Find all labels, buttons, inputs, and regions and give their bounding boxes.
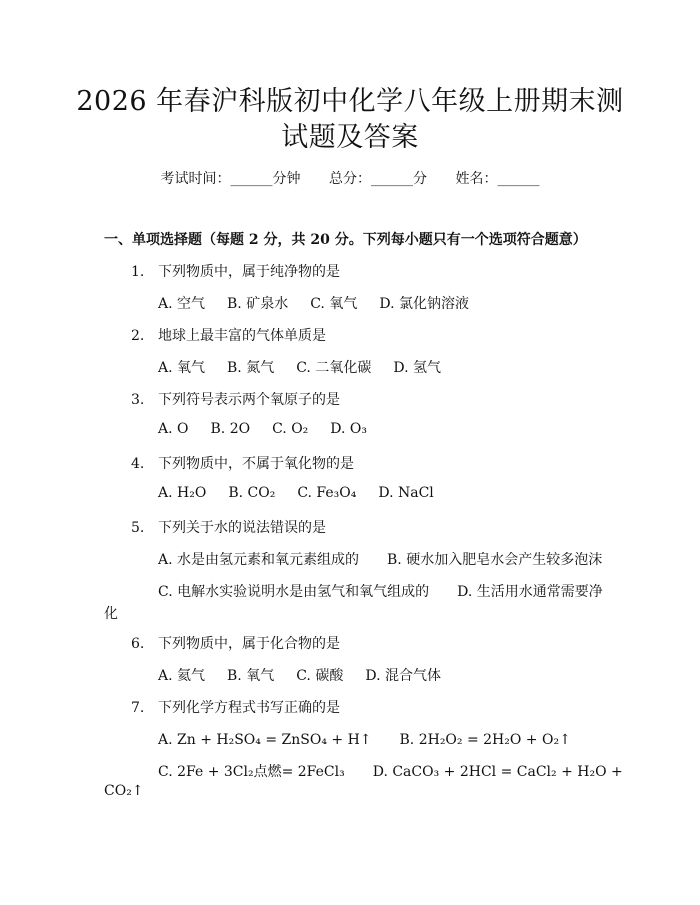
option-c: C. Fe₃O₄ <box>297 485 357 501</box>
total-score-field: 总分：______分 <box>329 171 427 187</box>
option-c: C. O₂ <box>272 421 309 437</box>
question-7-options-line3: CO₂↑ <box>104 783 144 799</box>
question-stem: 下列物质中，不属于氧化物的是 <box>158 456 354 472</box>
option-a: A. 氧气 <box>158 360 206 376</box>
option-a: A. O <box>158 421 189 437</box>
option-d: D. 氯化钠溶液 <box>379 296 469 312</box>
option-c: C. 碳酸 <box>296 668 344 684</box>
option-d: D. NaCl <box>378 485 434 501</box>
student-name-field: 姓名：______ <box>455 171 540 187</box>
question-stem: 下列物质中，属于化合物的是 <box>158 636 340 652</box>
option-d: D. 混合气体 <box>365 668 441 684</box>
question-2-options <box>158 357 463 377</box>
question-stem: 下列物质中，属于纯净物的是 <box>158 264 340 280</box>
question-stem: 下列关于水的说法错误的是 <box>158 520 326 536</box>
question-3-options <box>158 421 389 437</box>
question-6-options <box>158 665 463 685</box>
question-number: 5. <box>131 520 145 536</box>
option-b: B. 2O <box>210 421 251 437</box>
question-1 <box>131 261 340 281</box>
question-stem: 下列符号表示两个氧原子的是 <box>158 392 340 408</box>
question-7-options-line1: A. Zn + H₂SO₄ = ZnSO₄ + H↑ B. 2H₂O₂ = 2H₂O + O₂↑ <box>158 732 571 748</box>
question-5-options-line1: A. 水是由氢元素和氧元素组成的 B. 硬水加入肥皂水会产生较多泡沫 <box>158 552 603 568</box>
document-title-line1: 2026 年春沪科版初中化学八年级上册期末测 <box>76 86 624 117</box>
option-b: B. CO₂ <box>228 485 276 501</box>
question-5-options-line2: C. 电解水实验说明水是由氢气和氧气组成的 D. 生活用水通常需要净 <box>158 584 603 600</box>
option-c: C. 二氧化碳 <box>296 360 372 376</box>
question-number: 1. <box>131 264 145 280</box>
question-4 <box>131 453 354 473</box>
question-number: 6. <box>131 636 145 652</box>
option-a: A. 空气 <box>158 296 206 312</box>
option-a: A. H₂O <box>158 485 207 501</box>
exam-time-field: 考试时间：______分钟 <box>160 171 301 187</box>
question-2 <box>131 325 326 345</box>
question-number: 3. <box>131 392 145 408</box>
question-6 <box>131 633 340 653</box>
question-5 <box>131 517 326 537</box>
document-title-line2: 试题及答案 <box>281 122 419 153</box>
question-5-options-line3: 化 <box>104 606 118 622</box>
question-number: 4. <box>131 456 145 472</box>
question-3 <box>131 389 340 409</box>
question-4-options <box>158 485 456 501</box>
exam-meta <box>0 168 700 188</box>
option-a: A. 氦气 <box>158 668 206 684</box>
option-b: B. 矿泉水 <box>227 296 289 312</box>
option-d: D. 氢气 <box>393 360 441 376</box>
option-b: B. 氧气 <box>227 668 275 684</box>
question-7-options-line2: C. 2Fe + 3Cl₂点燃= 2FeCl₃ D. CaCO₃ + 2HCl = CaCl₂ + H₂O + <box>158 764 623 780</box>
question-stem: 地球上最丰富的气体单质是 <box>158 328 326 344</box>
question-number: 7. <box>131 700 145 716</box>
question-7 <box>131 697 340 717</box>
option-b: B. 氮气 <box>227 360 275 376</box>
question-1-options <box>158 293 491 313</box>
option-c: C. 氧气 <box>310 296 358 312</box>
question-stem: 下列化学方程式书写正确的是 <box>158 700 340 716</box>
option-d: D. O₃ <box>330 421 367 437</box>
question-number: 2. <box>131 328 145 344</box>
section-heading: 一、单项选择题（每题 2 分，共 20 分。下列每小题只有一个选项符合题意） <box>104 232 587 248</box>
